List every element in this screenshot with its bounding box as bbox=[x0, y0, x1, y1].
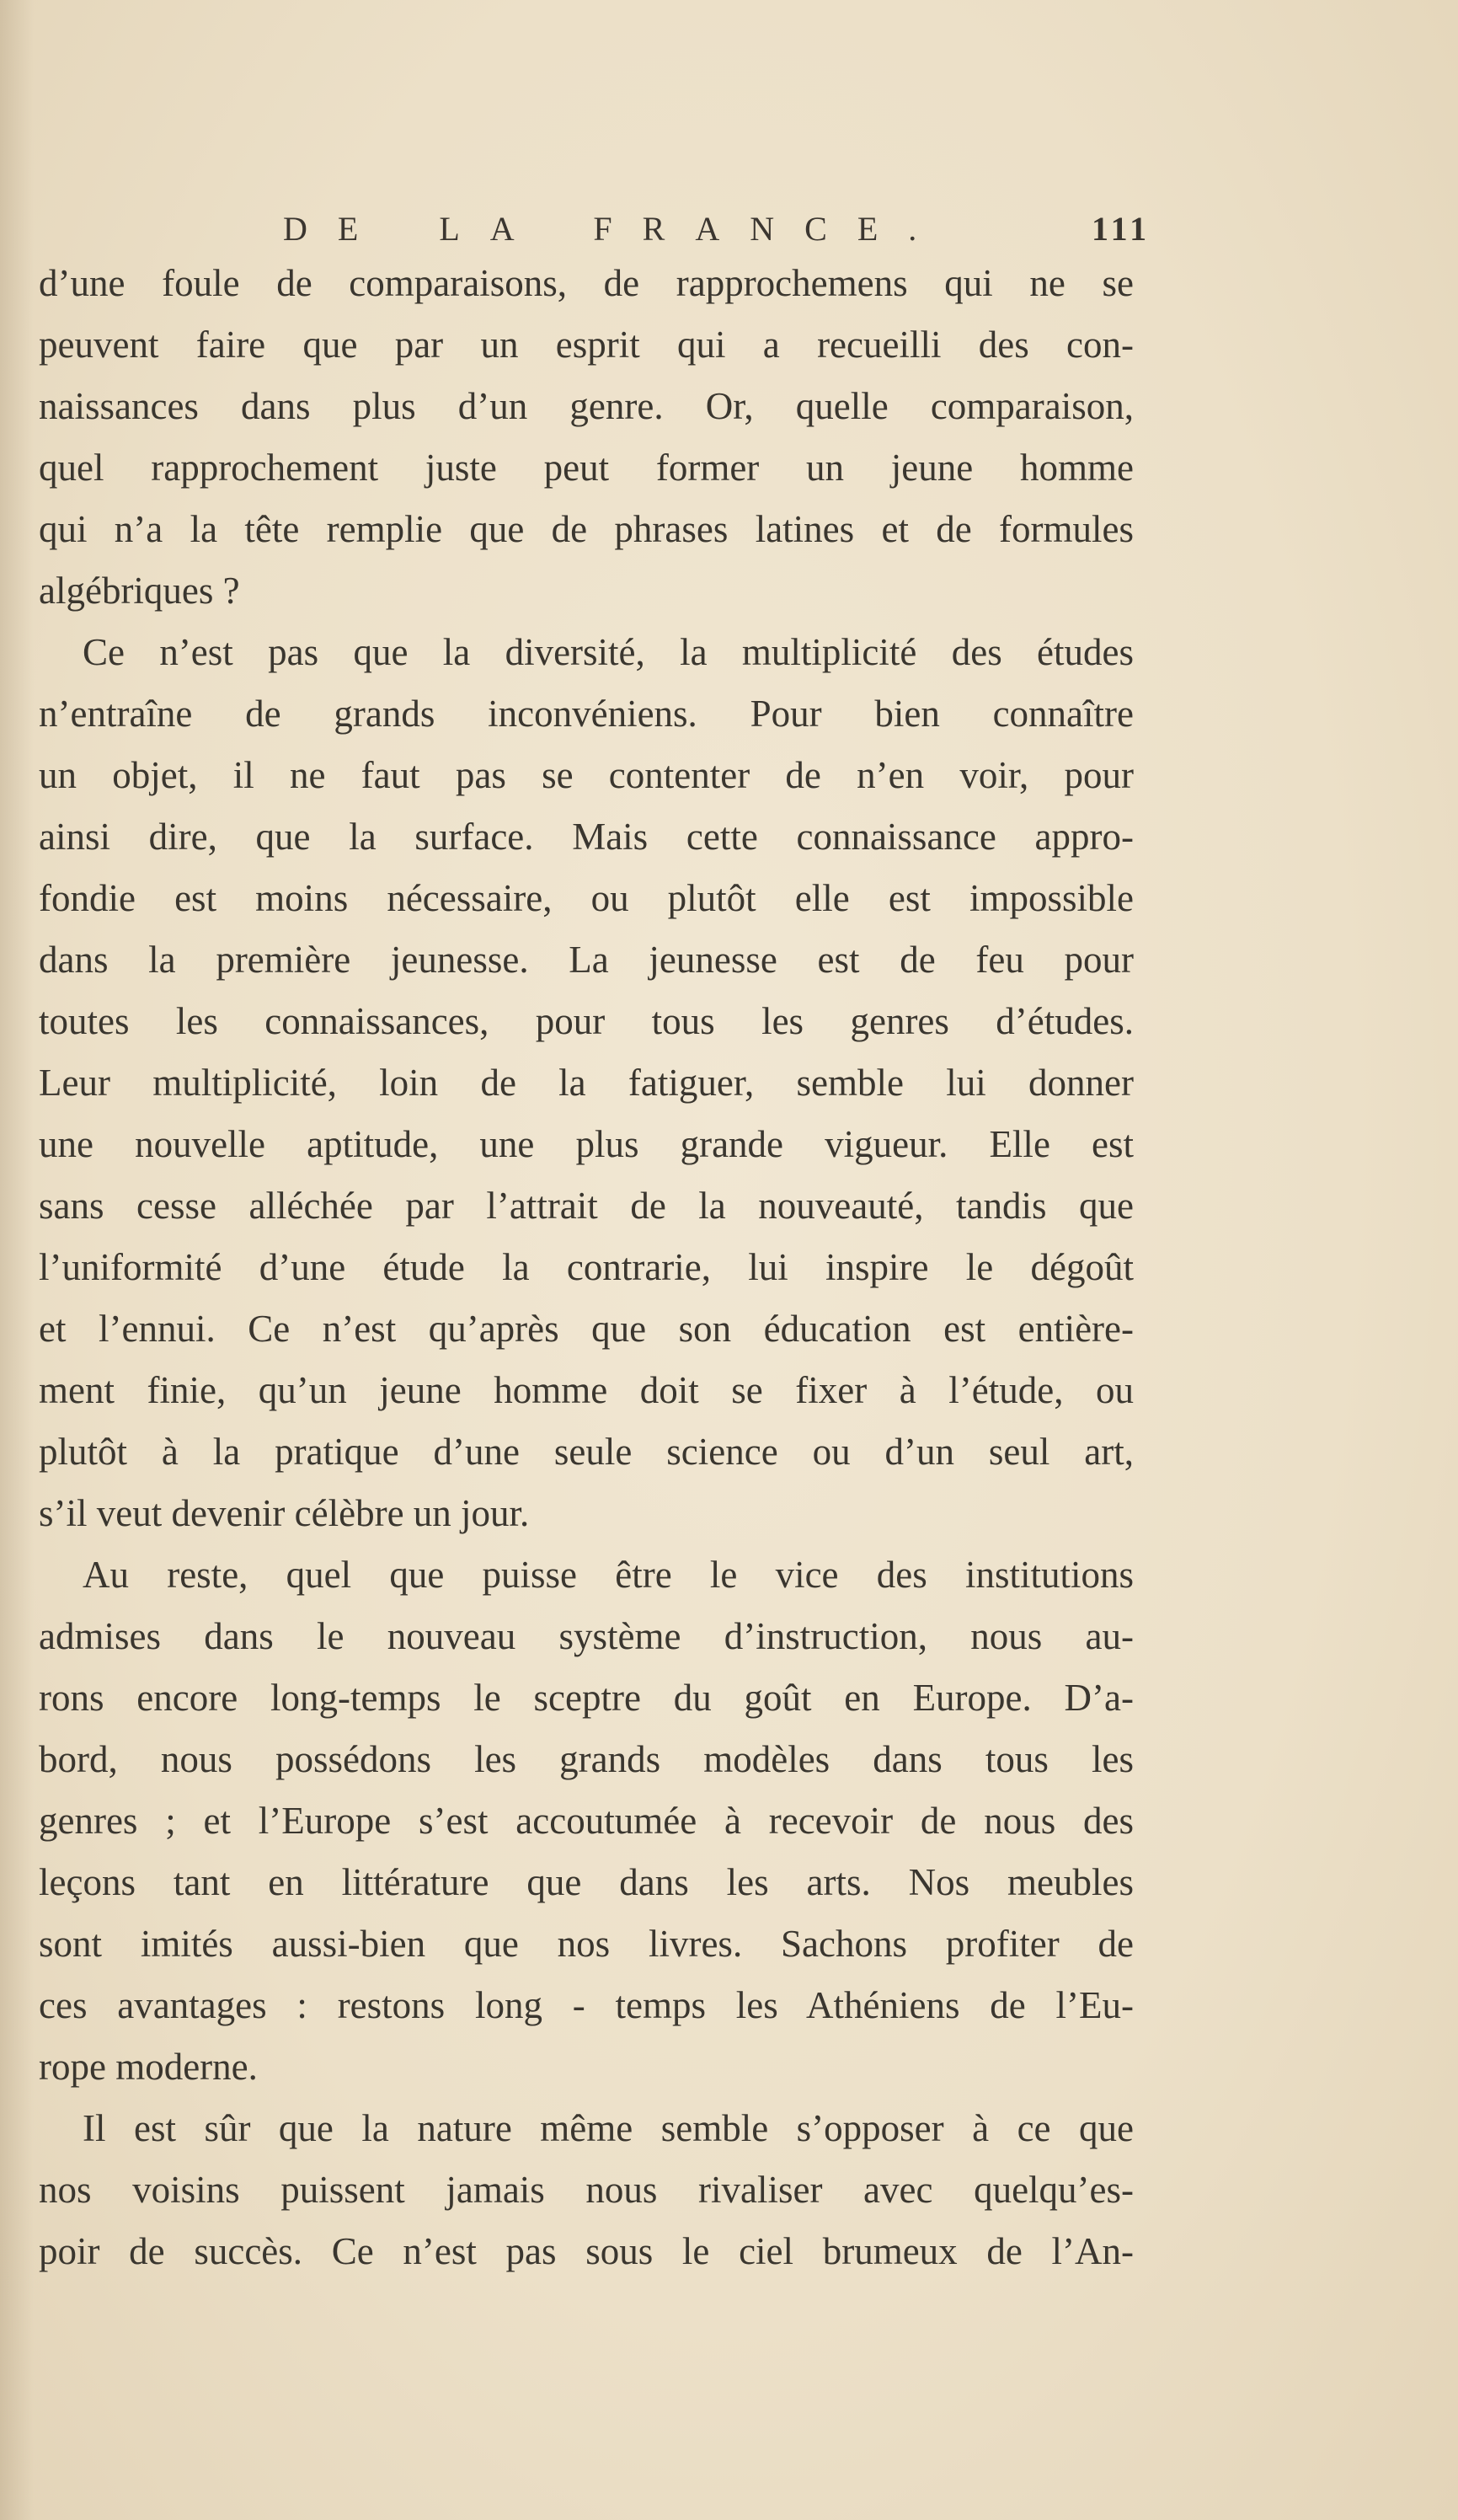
paragraph bbox=[39, 622, 1134, 1544]
text-line: Il est sûr que la nature même semble s’opposer à ce que bbox=[83, 2107, 1134, 2149]
text-line: et l’ennui. Ce n’est qu’après que son éducation est entière- bbox=[39, 1308, 1134, 1350]
text-line: ainsi dire, que la surface. Mais cette connaissance appro- bbox=[39, 816, 1134, 858]
text-line: leçons tant en littérature que dans les arts. Nos meubles bbox=[39, 1861, 1134, 1903]
text-line: dans la première jeunesse. La jeunesse est de feu pour bbox=[39, 939, 1134, 981]
text-line: genres ; et l’Europe s’est accoutumée à recevoir de nous des bbox=[39, 1800, 1134, 1842]
paragraph bbox=[39, 2098, 1134, 2282]
text-line: ment finie, qu’un jeune homme doit se fixer à l’étude, ou bbox=[39, 1369, 1134, 1411]
text-line: naissances dans plus d’un genre. Or, quelle comparaison, bbox=[39, 385, 1134, 427]
text-line: rope moderne. bbox=[39, 2046, 258, 2088]
text-line: ces avantages : restons long - temps les Athéniens de l’Eu- bbox=[39, 1984, 1134, 2026]
text-line: quel rapprochement juste peut former un jeune homme bbox=[39, 447, 1134, 489]
text-line: Leur multiplicité, loin de la fatiguer, semble lui donner bbox=[39, 1062, 1134, 1104]
text-line: l’uniformité d’une étude la contrarie, lui inspire le dégoût bbox=[39, 1246, 1134, 1288]
body-text bbox=[39, 253, 1134, 2282]
text-line: sont imités aussi-bien que nos livres. Sachons profiter de bbox=[39, 1923, 1134, 1965]
text-line: fondie est moins nécessaire, ou plutôt elle est impossible bbox=[39, 877, 1134, 919]
text-line: plutôt à la pratique d’une seule science ou d’un seul art, bbox=[39, 1431, 1134, 1473]
text-line: un objet, il ne faut pas se contenter de n’en voir, pour bbox=[39, 754, 1134, 796]
gutter-shadow bbox=[0, 0, 34, 2520]
text-line: nos voisins puissent jamais nous rivaliser avec quelqu’es- bbox=[39, 2169, 1134, 2211]
text-line: Au reste, quel que puisse être le vice des institutions bbox=[83, 1554, 1134, 1596]
running-head bbox=[283, 209, 1151, 259]
text-line: qui n’a la tête remplie que de phrases latines et de formules bbox=[39, 508, 1134, 550]
text-line: poir de succès. Ce n’est pas sous le ciel brumeux de l’An- bbox=[39, 2230, 1134, 2272]
paragraph bbox=[39, 253, 1134, 622]
text-line: toutes les connaissances, pour tous les genres d’études. bbox=[39, 1000, 1134, 1042]
text-line: admises dans le nouveau système d’instruction, nous au- bbox=[39, 1615, 1134, 1657]
text-line: n’entraîne de grands inconvéniens. Pour bien connaître bbox=[39, 693, 1134, 735]
running-head-title: DE LA FRANCE. bbox=[283, 210, 948, 248]
text-line: s’il veut devenir célèbre un jour. bbox=[39, 1492, 530, 1534]
text-line: Ce n’est pas que la diversité, la multiplicité des études bbox=[83, 631, 1134, 673]
page-number: 111 bbox=[1092, 210, 1151, 248]
text-line: bord, nous possédons les grands modèles dans tous les bbox=[39, 1738, 1134, 1780]
text-line: peuvent faire que par un esprit qui a recueilli des con- bbox=[39, 324, 1134, 366]
text-line: sans cesse alléchée par l’attrait de la nouveauté, tandis que bbox=[39, 1185, 1134, 1227]
text-line: une nouvelle aptitude, une plus grande vigueur. Elle est bbox=[39, 1123, 1134, 1165]
text-line: rons encore long-temps le sceptre du goût en Europe. D’a- bbox=[39, 1677, 1134, 1719]
text-line: algébriques ? bbox=[39, 570, 240, 612]
text-line: d’une foule de comparaisons, de rapprochemens qui ne se bbox=[39, 262, 1134, 304]
paragraph bbox=[39, 1544, 1134, 2098]
